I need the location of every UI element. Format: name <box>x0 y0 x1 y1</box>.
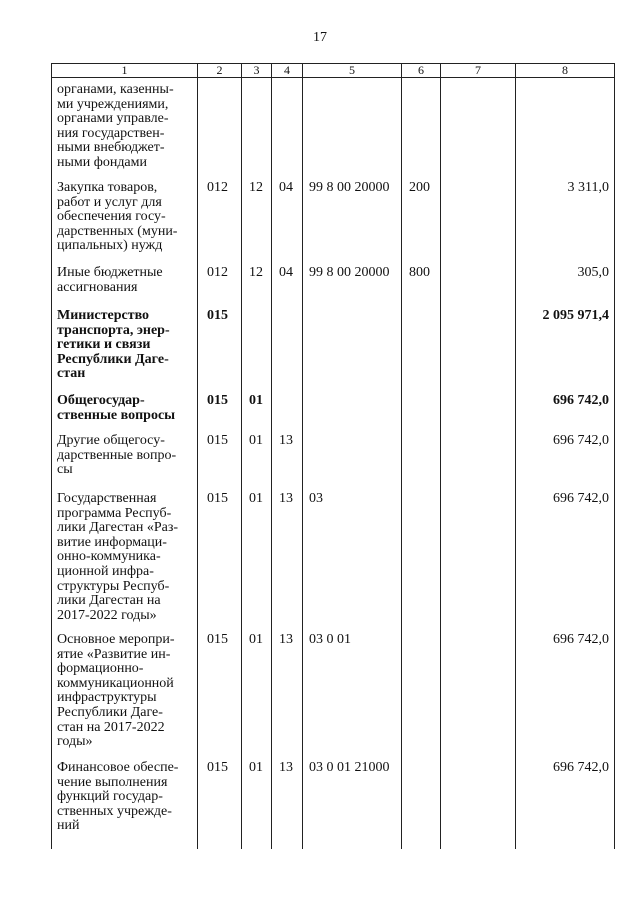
row-amount: 2 095 971,4 <box>542 308 609 323</box>
row-name: Основное меропри- ятие «Развитие ин- формационно- коммуникационной инфраструктуры Республики Даге- стан на 2017-2022 годы» <box>57 632 175 750</box>
row-section: 01 <box>249 393 263 408</box>
row-target-article: 99 8 00 20000 <box>309 265 390 280</box>
column-divider <box>271 63 272 849</box>
row-ministry-code: 015 <box>207 491 228 506</box>
row-target-article: 03 0 01 21000 <box>309 760 390 775</box>
row-subsection: 04 <box>279 265 293 280</box>
row-expense-type: 800 <box>409 265 430 280</box>
row-name: Министерство транспорта, энер- гетики и связи Республики Даге- стан <box>57 308 170 382</box>
row-subsection: 13 <box>279 632 293 647</box>
column-divider <box>614 63 615 849</box>
header-col-7: 7 <box>475 63 481 77</box>
row-subsection: 13 <box>279 760 293 775</box>
row-name: Общегосудар- ственные вопросы <box>57 393 176 423</box>
row-section: 12 <box>249 265 263 280</box>
row-target-article: 03 0 01 <box>309 632 351 647</box>
row-subsection: 13 <box>279 491 293 506</box>
row-expense-type: 200 <box>409 180 430 195</box>
row-section: 01 <box>249 491 263 506</box>
header-bottom-border <box>51 77 615 78</box>
row-section: 01 <box>249 433 263 448</box>
row-ministry-code: 015 <box>207 308 228 323</box>
row-amount: 696 742,0 <box>553 393 609 408</box>
row-ministry-code: 015 <box>207 760 228 775</box>
row-amount: 305,0 <box>577 265 609 280</box>
page-number: 17 <box>313 30 327 45</box>
row-subsection: 13 <box>279 433 293 448</box>
column-divider <box>51 63 52 849</box>
row-ministry-code: 015 <box>207 632 228 647</box>
row-amount: 696 742,0 <box>553 632 609 647</box>
row-amount: 696 742,0 <box>553 760 609 775</box>
column-divider <box>302 63 303 849</box>
column-divider <box>197 63 198 849</box>
column-divider <box>401 63 402 849</box>
row-name: Государственная программа Респуб- лики Дагестан «Раз- витие информаци- онно-коммуника- ционной инфра- структуры Респуб- лики Дагестан на 2017-2022 годы» <box>57 491 179 623</box>
header-col-1: 1 <box>121 63 128 77</box>
header-col-2: 2 <box>216 63 223 77</box>
row-section: 01 <box>249 632 263 647</box>
header-col-6: 6 <box>418 63 424 77</box>
column-divider <box>241 63 242 849</box>
header-col-5: 5 <box>349 63 355 77</box>
row-amount: 696 742,0 <box>553 433 609 448</box>
row-target-article: 99 8 00 20000 <box>309 180 390 195</box>
header-col-3: 3 <box>253 63 260 77</box>
row-name: Финансовое обеспе- чение выполнения функций государ- ственных учрежде- ний <box>57 760 179 834</box>
row-name: Иные бюджетные ассигнования <box>57 265 163 295</box>
row-target-article: 03 <box>309 491 323 506</box>
row-name: органами, казенны- ми учреждениями, органами управле- ния государствен- ными внебюджет- ными фондами <box>57 82 174 170</box>
row-name: Другие общегосу- дарственные вопро- сы <box>57 433 177 478</box>
column-divider <box>440 63 441 849</box>
row-name: Закупка товаров, работ и услуг для обеспечения госу- дарственных (муни- ципальных) нужд <box>57 180 178 254</box>
header-col-8: 8 <box>562 63 568 77</box>
row-subsection: 04 <box>279 180 293 195</box>
row-section: 12 <box>249 180 263 195</box>
row-amount: 3 311,0 <box>567 180 609 195</box>
row-ministry-code: 012 <box>207 180 228 195</box>
row-amount: 696 742,0 <box>553 491 609 506</box>
row-ministry-code: 012 <box>207 265 228 280</box>
header-col-4: 4 <box>284 63 290 77</box>
row-ministry-code: 015 <box>207 433 228 448</box>
row-ministry-code: 015 <box>207 393 228 408</box>
row-section: 01 <box>249 760 263 775</box>
